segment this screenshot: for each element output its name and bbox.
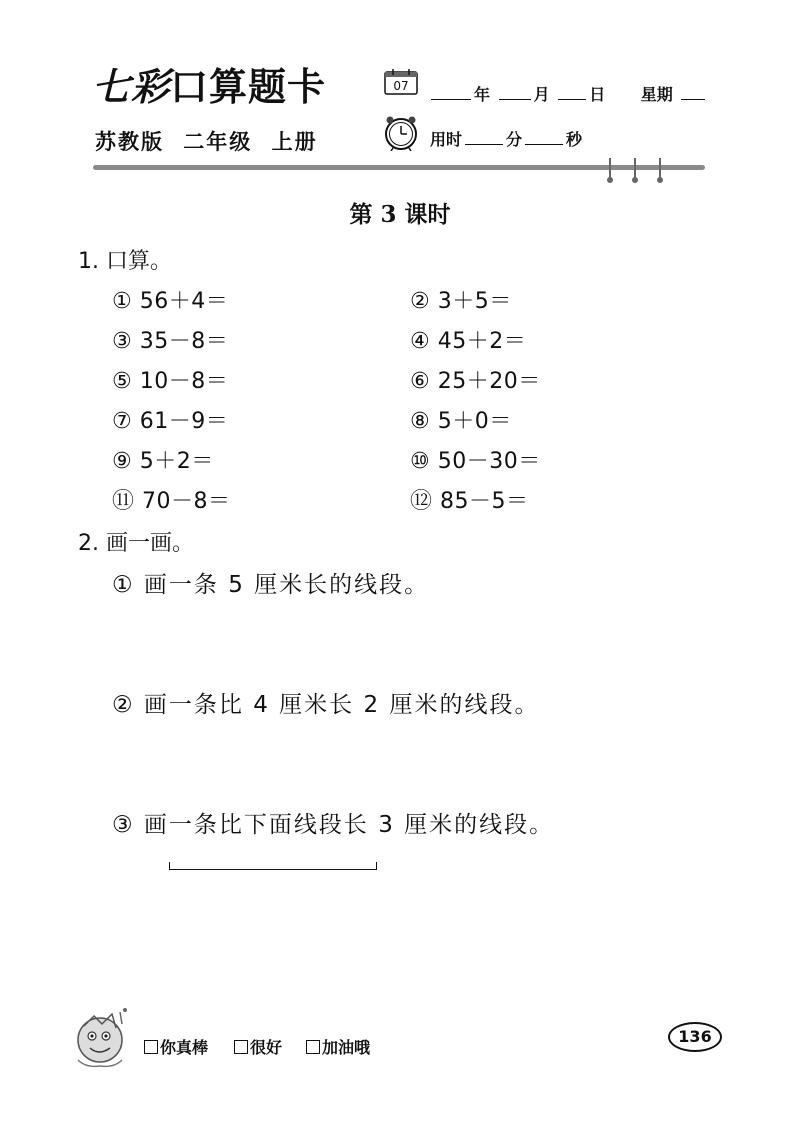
arithmetic-item: ② 3＋5＝: [410, 289, 512, 314]
seconds-label: 秒: [566, 130, 583, 149]
rating-label: 很好: [250, 1038, 283, 1057]
binder-ring: [606, 158, 614, 184]
time-fill-line: [430, 127, 582, 150]
rating-option-good[interactable]: [234, 1035, 282, 1058]
arithmetic-item: ⑪ 70－8＝: [112, 489, 231, 514]
checkbox-icon[interactable]: [306, 1040, 320, 1054]
rating-option-keep-going[interactable]: [306, 1035, 370, 1058]
weekday-label: 星期: [640, 85, 673, 104]
day-blank[interactable]: [558, 85, 586, 100]
section2-heading: 2. 画一画。: [78, 531, 194, 556]
time-used-label: 用时: [430, 130, 463, 149]
binder-ring: [656, 158, 664, 184]
arithmetic-item: ① 56＋4＝: [112, 289, 229, 314]
checkbox-icon[interactable]: [234, 1040, 248, 1054]
minutes-blank[interactable]: [465, 130, 503, 145]
rating-label: 你真棒: [160, 1038, 209, 1057]
clock-icon: [382, 115, 420, 151]
rating-label: 加油哦: [322, 1038, 371, 1057]
arithmetic-item: ⑤ 10－8＝: [112, 369, 229, 394]
month-blank[interactable]: [499, 85, 531, 100]
page-number: 136: [668, 1022, 722, 1052]
brand-logo: [92, 65, 327, 109]
minutes-label: 分: [506, 130, 523, 149]
year-label: 年: [474, 85, 491, 104]
drawing-task: ② 画一条比 4 厘米长 2 厘米的线段。: [112, 692, 540, 718]
arithmetic-item: ③ 35－8＝: [112, 329, 229, 354]
calendar-icon: [384, 69, 418, 95]
brand-logo-rest: 口算题卡: [170, 65, 327, 109]
weekday-blank[interactable]: [681, 85, 705, 100]
year-blank[interactable]: [431, 85, 471, 100]
calendar-number: 07: [393, 79, 409, 93]
binder-ring: [631, 158, 639, 184]
arithmetic-item: ⑦ 61－9＝: [112, 409, 229, 434]
checkbox-icon[interactable]: [144, 1040, 158, 1054]
mascot-illustration: [70, 1006, 134, 1072]
arithmetic-item: ⑨ 5＋2＝: [112, 449, 214, 474]
section1-heading: 1. 口算。: [78, 249, 172, 274]
drawing-task: ③ 画一条比下面线段长 3 厘米的线段。: [112, 812, 555, 838]
drawing-task: ① 画一条 5 厘米长的线段。: [112, 572, 430, 598]
arithmetic-item: ④ 45＋2＝: [410, 329, 527, 354]
edition-subtitle: 苏教版 二年级 上册: [95, 130, 318, 154]
date-fill-line: [428, 82, 708, 105]
lesson-title: 第 3 课时: [349, 201, 451, 228]
seconds-blank[interactable]: [525, 130, 563, 145]
arithmetic-item: ⑫ 85－5＝: [410, 489, 529, 514]
arithmetic-item: ⑩ 50－30＝: [410, 449, 541, 474]
reference-line-segment: [169, 862, 377, 870]
brand-logo-first: 七彩: [92, 65, 171, 109]
arithmetic-item: ⑧ 5＋0＝: [410, 409, 512, 434]
arithmetic-item: ⑥ 25＋20＝: [410, 369, 541, 394]
day-label: 日: [589, 85, 606, 104]
month-label: 月: [533, 85, 550, 104]
rating-option-great[interactable]: [144, 1035, 208, 1058]
